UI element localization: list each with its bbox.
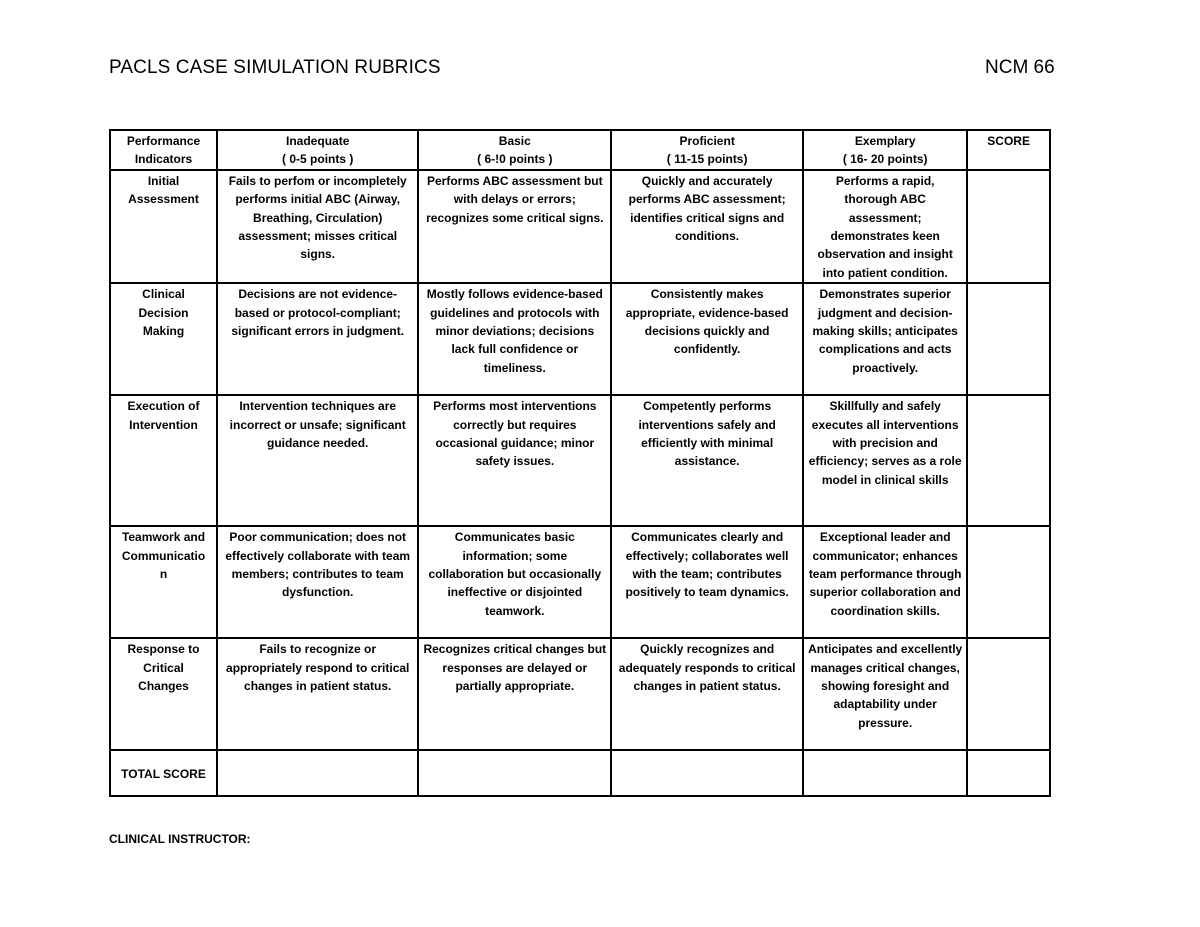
inadequate-cell: Poor communication; does not effectively collaborate with team members; contributes to team dysfunction. [217, 526, 418, 638]
column-header-score: SCORE [967, 130, 1050, 170]
total-inadequate-cell[interactable] [217, 750, 418, 796]
indicator-cell: Clinical Decision Making [110, 283, 217, 395]
column-header-inadequate: Inadequate ( 0-5 points ) [217, 130, 418, 170]
column-header-exemplary: Exemplary ( 16- 20 points) [803, 130, 967, 170]
table-row [110, 638, 1050, 750]
table-header-row [110, 130, 1050, 170]
total-score-label: TOTAL SCORE [110, 750, 217, 796]
total-score-cell[interactable] [967, 750, 1050, 796]
inadequate-cell: Fails to recognize or appropriately respond to critical changes in patient status. [217, 638, 418, 750]
basic-cell: Performs most interventions correctly but requires occasional guidance; minor safety issues. [418, 395, 611, 526]
exemplary-cell: Exceptional leader and communicator; enhances team performance through superior collaboration and coordination skills. [803, 526, 967, 638]
inadequate-cell: Fails to perfom or incompletely performs initial ABC (Airway, Breathing, Circulation) assessment; misses critical signs. [217, 170, 418, 283]
exemplary-cell: Skillfully and safely executes all interventions with precision and efficiency; serves as a role model in clinical skills [803, 395, 967, 526]
score-cell[interactable] [967, 395, 1050, 526]
exemplary-cell: Anticipates and excellently manages critical changes, showing foresight and adaptability under pressure. [803, 638, 967, 750]
exemplary-cell: Demonstrates superior judgment and decision-making skills; anticipates complications and acts proactively. [803, 283, 967, 395]
basic-cell: Recognizes critical changes but responses are delayed or partially appropriate. [418, 638, 611, 750]
table-row [110, 170, 1050, 283]
indicator-cell: Response to Critical Changes [110, 638, 217, 750]
score-cell[interactable] [967, 170, 1050, 283]
score-cell[interactable] [967, 526, 1050, 638]
basic-cell: Mostly follows evidence-based guidelines and protocols with minor deviations; decisions lack full confidence or timeliness. [418, 283, 611, 395]
rubric-table [109, 129, 1051, 797]
column-header-proficient: Proficient ( 11-15 points) [611, 130, 803, 170]
table-row [110, 283, 1050, 395]
basic-cell: Communicates basic information; some collaboration but occasionally ineffective or disjointed teamwork. [418, 526, 611, 638]
indicator-cell: Execution of Intervention [110, 395, 217, 526]
proficient-cell: Quickly recognizes and adequately responds to critical changes in patient status. [611, 638, 803, 750]
proficient-cell: Consistently makes appropriate, evidence-based decisions quickly and confidently. [611, 283, 803, 395]
score-cell[interactable] [967, 638, 1050, 750]
proficient-cell: Communicates clearly and effectively; collaborates well with the team; contributes positively to team dynamics. [611, 526, 803, 638]
indicator-cell: Initial Assessment [110, 170, 217, 283]
indicator-cell: Teamwork and Communicatio n [110, 526, 217, 638]
course-code: NCM 66 [985, 57, 1055, 78]
table-row [110, 395, 1050, 526]
table-row [110, 526, 1050, 638]
exemplary-cell: Performs a rapid, thorough ABC assessment; demonstrates keen observation and insight into patient condition. [803, 170, 967, 283]
proficient-cell: Competently performs interventions safely and efficiently with minimal assistance. [611, 395, 803, 526]
column-header-performance-indicators: Performance Indicators [110, 130, 217, 170]
total-exemplary-cell[interactable] [803, 750, 967, 796]
score-cell[interactable] [967, 283, 1050, 395]
total-score-row [110, 750, 1050, 796]
inadequate-cell: Decisions are not evidence-based or protocol-compliant; significant errors in judgment. [217, 283, 418, 395]
basic-cell: Performs ABC assessment but with delays or errors; recognizes some critical signs. [418, 170, 611, 283]
document-title: PACLS CASE SIMULATION RUBRICS [109, 57, 441, 78]
clinical-instructor-label: CLINICAL INSTRUCTOR: [109, 832, 251, 846]
total-basic-cell[interactable] [418, 750, 611, 796]
total-proficient-cell[interactable] [611, 750, 803, 796]
inadequate-cell: Intervention techniques are incorrect or unsafe; significant guidance needed. [217, 395, 418, 526]
column-header-basic: Basic ( 6-!0 points ) [418, 130, 611, 170]
proficient-cell: Quickly and accurately performs ABC assessment; identifies critical signs and conditions. [611, 170, 803, 283]
